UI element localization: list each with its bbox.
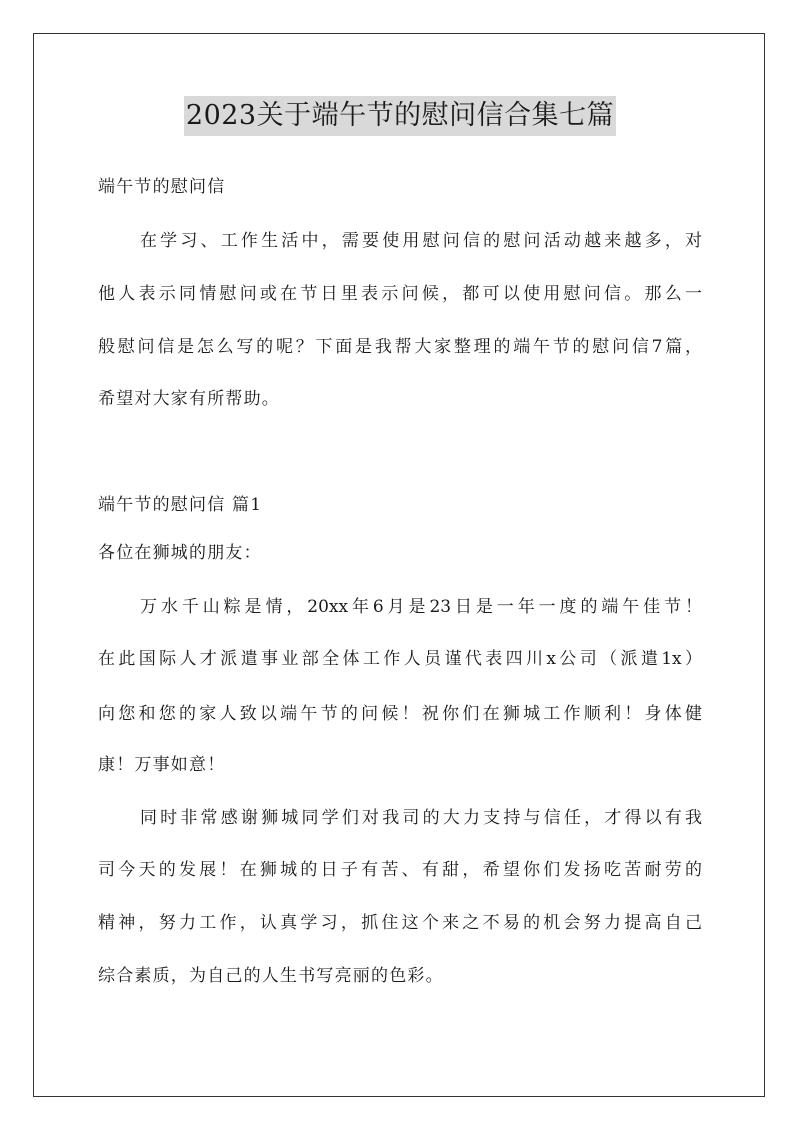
intro-line-4: 希望对大家有所帮助。 — [98, 389, 280, 409]
paragraph2-line-1: 同时非常感谢狮城同学们对我司的大力支持与信任，才得以有我 — [140, 808, 702, 828]
paragraph2-line-3: 精神，努力工作，认真学习，抓住这个来之不易的机会努力提高自己 — [98, 913, 702, 933]
paragraph1-line-1: 万水千山粽是情，20xx年6月是23日是一年一度的端午佳节！ — [140, 597, 702, 617]
paragraph2-line-2: 司今天的发展！在狮城的日子有苦、有甜，希望你们发扬吃苦耐劳的 — [98, 860, 702, 880]
paragraph2-line-4: 综合素质，为自己的人生书写亮丽的色彩。 — [98, 966, 444, 986]
salutation: 各位在狮城的朋友： — [98, 543, 262, 563]
intro-line-2: 他人表示同情慰问或在节日里表示问候，都可以使用慰问信。那么一 — [98, 284, 702, 304]
paragraph1-line-4: 康！万事如意！ — [98, 755, 226, 775]
paragraph1-line-2: 在此国际人才派遣事业部全体工作人员谨代表四川x公司（派遣1x） — [98, 649, 702, 669]
subtitle: 端午节的慰问信 — [98, 177, 226, 197]
section-heading: 端午节的慰问信 篇1 — [98, 495, 263, 515]
intro-line-1: 在学习、工作生活中，需要使用慰问信的慰问活动越来越多，对 — [140, 231, 702, 251]
intro-line-3: 般慰问信是怎么写的呢？下面是我帮大家整理的端午节的慰问信7篇， — [98, 337, 702, 357]
title-container — [0, 96, 800, 136]
document-title: 2023关于端午节的慰问信合集七篇 — [184, 96, 616, 136]
paragraph1-line-3: 向您和您的家人致以端午节的问候！祝你们在狮城工作顺利！身体健 — [98, 704, 702, 724]
